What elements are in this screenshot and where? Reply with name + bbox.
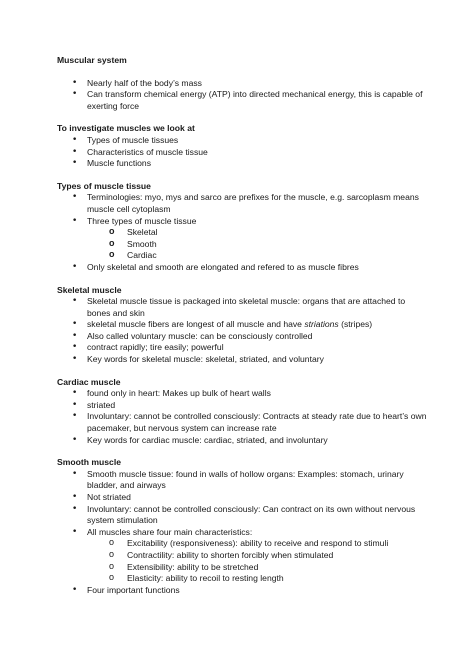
list-item-text: Extensibility: ability to be stretched	[127, 561, 259, 572]
list-item	[57, 469, 427, 492]
list-item-text: Skeletal muscle tissue is packaged into skeletal muscle: organs that are attached to bones and skin	[87, 296, 406, 318]
list-item-text: Four important functions	[87, 584, 180, 595]
section-heading: Skeletal muscle	[57, 284, 122, 295]
list-item	[57, 354, 427, 366]
list-item	[57, 411, 427, 434]
list-item-text: Only skeletal and smooth are elongated and refered to as muscle fibres	[87, 261, 359, 272]
list-item-text: Three types of muscle tissue	[87, 215, 197, 226]
section-investigate	[57, 123, 427, 169]
list-item-text-after: (stripes)	[338, 319, 373, 330]
list-item-text: Elasticity: ability to recoil to resting length	[127, 573, 284, 584]
list-item-text: Muscle functions	[87, 158, 152, 169]
list-item-text: Cardiac	[127, 250, 157, 261]
sub-list-item	[57, 250, 427, 262]
list-item-text: Contractility: ability to shorten forcibly when stimulated	[127, 549, 334, 560]
list-item-text: Key words for skeletal muscle: skeletal, striated, and voluntary	[87, 354, 324, 365]
list-item-text: Smooth muscle tissue: found in walls of hollow organs: Examples: stomach, urinary bladder, and airways	[87, 468, 404, 491]
list-item	[57, 147, 427, 159]
list-item	[57, 400, 427, 412]
list-item-text: Key words for cardiac muscle: cardiac, striated, and involuntary	[87, 434, 328, 445]
list-item-text: Skeletal	[127, 227, 158, 238]
list-item	[57, 435, 427, 447]
section-muscular-system	[57, 55, 427, 112]
list-item	[57, 192, 427, 215]
list-item	[57, 492, 427, 504]
list-item	[57, 342, 427, 354]
list-item-text: All muscles share four main characteristics:	[87, 526, 253, 537]
list-item-text: Involuntary: cannot be controlled consciously: Can contract on its own without nervous system stimulation	[87, 503, 416, 526]
list-item	[57, 585, 427, 597]
list-item-text: Excitability (responsiveness): ability to receive and respond to stimuli	[127, 538, 389, 549]
list-item	[57, 331, 427, 343]
bullet-list	[57, 469, 427, 597]
section-cardiac	[57, 377, 427, 447]
bullet-list	[57, 296, 427, 366]
section-smooth	[57, 457, 427, 596]
list-item-text: Not striated	[87, 492, 131, 502]
document-body	[57, 55, 427, 607]
list-item-text: striated	[87, 399, 116, 410]
section-heading: Types of muscle tissue	[57, 180, 151, 191]
list-item	[57, 135, 427, 147]
bullet-list	[57, 192, 427, 273]
list-item-text: contract rapidly; tire easily; powerful	[87, 342, 224, 353]
list-item-text: Terminologies: myo, mys and sarco are prefixes for the muscle, e.g. sarcoplasm means muscle cell cytoplasm	[87, 192, 419, 214]
list-item	[57, 158, 427, 170]
list-item-text: found only in heart: Makes up bulk of heart walls	[87, 388, 271, 399]
section-heading: Smooth muscle	[57, 457, 121, 468]
sub-list-item	[57, 573, 427, 585]
list-item	[57, 78, 427, 90]
bullet-list	[57, 388, 427, 446]
section-heading: Muscular system	[57, 55, 127, 65]
list-item-text: skeletal muscle fibers are longest of all muscle and have	[87, 319, 305, 330]
list-item	[57, 296, 427, 319]
list-item	[57, 319, 427, 331]
list-item	[57, 388, 427, 400]
bullet-list	[57, 135, 427, 170]
list-item-text: Also called voluntary muscle: can be consciously controlled	[87, 330, 313, 341]
list-item-emphasis: striations	[304, 319, 339, 330]
list-item	[57, 504, 427, 527]
list-item-text: Nearly half of the body’s mass	[87, 77, 202, 88]
list-item-text: Can transform chemical energy (ATP) into directed mechanical energy, this is capable of exerting force	[87, 89, 423, 111]
list-item-text: Types of muscle tissues	[87, 134, 179, 145]
list-item-text: Characteristics of muscle tissue	[87, 146, 208, 157]
section-heading: Cardiac muscle	[57, 376, 121, 387]
list-item	[57, 262, 427, 274]
section-types	[57, 181, 427, 274]
section-heading: To investigate muscles we look at	[57, 123, 195, 134]
list-item	[57, 89, 427, 112]
list-item-text: Smooth	[127, 238, 157, 249]
bullet-list	[57, 78, 427, 113]
section-skeletal	[57, 285, 427, 366]
list-item-text: Involuntary: cannot be controlled consciously: Contracts at steady rate due to heart’s own pacemaker, but nervous system can increase rate	[87, 411, 427, 434]
